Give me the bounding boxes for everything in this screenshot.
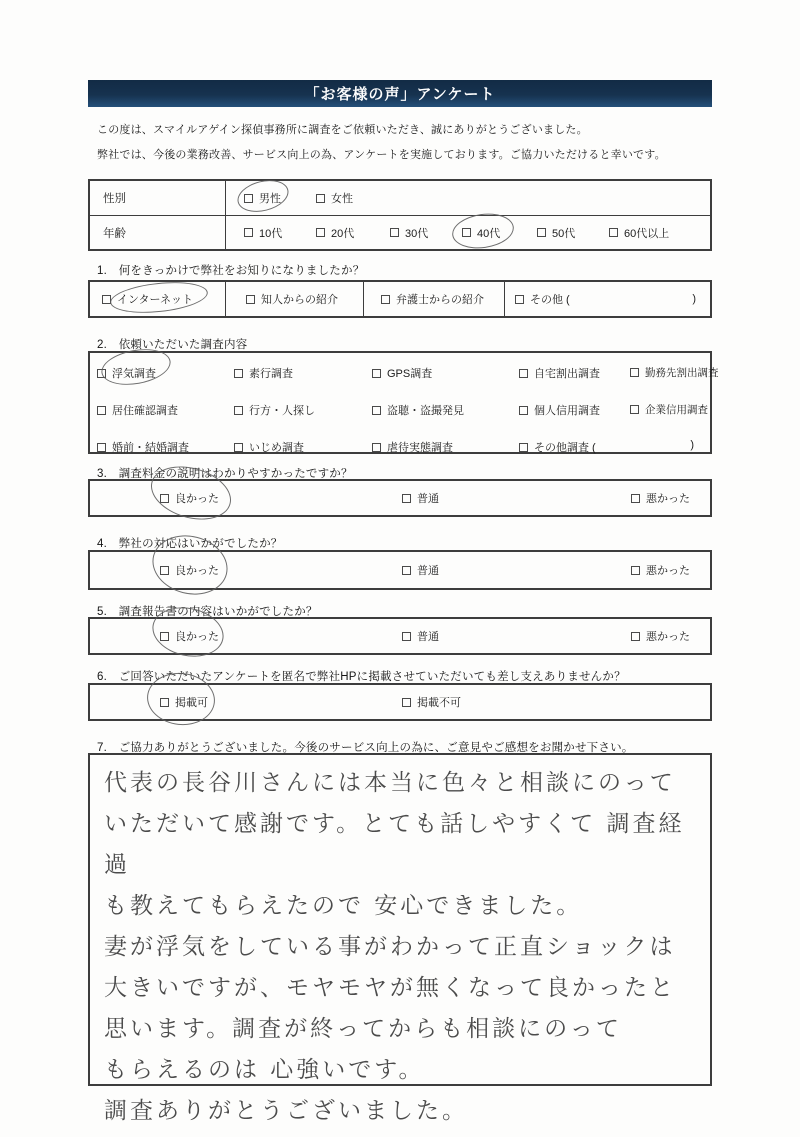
question-2-table [88,351,719,454]
checkbox[interactable] [390,228,399,237]
other-close-paren: ) [690,439,694,451]
option-other-investigation [519,439,596,455]
comment-line: 大きいですが、モヤモヤが無くなって良かったと [104,975,676,1001]
option-label: 居住確認調査 [112,405,178,417]
checkbox[interactable] [246,295,255,304]
option-label: 個人信用調査 [534,405,600,417]
checkbox[interactable] [372,369,381,378]
checkbox[interactable] [372,406,381,415]
option-label: 10代 [259,227,283,240]
option-label: 20代 [331,227,355,240]
checkbox[interactable] [97,369,106,378]
option-label: 悪かった [646,631,690,643]
checkbox[interactable] [244,194,253,203]
option-age-40s [462,225,500,241]
option-label: 企業信用調査 [645,404,708,416]
option-good [160,562,219,578]
checkbox[interactable] [402,566,411,575]
option-label: 婚前・結婚調査 [112,442,189,454]
checkbox[interactable] [631,494,640,503]
handwritten-comment [104,763,700,1132]
option-female [316,190,353,206]
comment-line: もらえるのは 心強いです。 [104,1057,425,1083]
option-home-locate-investigation [519,365,600,381]
comment-line: 調査ありがとうございました。 [104,1098,468,1124]
checkbox[interactable] [234,369,243,378]
option-missing-person-search [234,402,315,418]
checkbox[interactable] [97,443,106,452]
comment-line: 代表の長谷川さんには本当に色々と相談にのって [104,770,676,796]
option-corporate-credit-investigation [630,402,708,417]
intro-line-2: 弊社では、今後の業務改善、サービス向上の為、アンケートを実施しております。ご協力いただけると幸いです。 [97,149,666,161]
question-1-label: 1. 何をきっかけで弊社をお知りになりましたか？ [97,265,365,277]
option-other [515,291,570,307]
option-bad [631,628,690,644]
question-7-label: 7. ご協力ありがとうございました。今後のサービス向上の為に、ご意見やご感想をお聞かせ下さい。 [97,742,634,754]
question-5-box [88,617,712,655]
option-internet [102,291,193,307]
option-premarital-investigation [97,439,189,455]
option-label: 浮気調査 [112,368,156,380]
question-3-label: 3. 調査料金の説明はわかりやすかったですか？ [97,468,353,480]
option-label: 勤務先割出調査 [645,367,719,379]
checkbox[interactable] [316,228,325,237]
option-personal-credit-investigation [519,402,600,418]
option-label: 素行調査 [249,368,293,380]
option-bullying-investigation [234,439,304,455]
age-label: 年齢 [103,227,126,240]
option-gps-investigation [372,365,432,381]
question-5-label: 5. 調査報告書の内容はいかがでしたか？ [97,606,318,618]
checkbox[interactable] [316,194,325,203]
checkbox[interactable] [97,406,106,415]
option-publish-ok [160,694,208,710]
checkbox[interactable] [160,632,169,641]
question-2-label: 2. 依頼いただいた調査内容 [97,339,248,351]
option-abuse-investigation [372,439,453,455]
option-label: いじめ調査 [249,442,304,454]
age-options-cell [225,216,710,249]
option-label: 30代 [405,227,429,240]
question-6-box [88,683,712,721]
option-label: 普通 [417,631,439,643]
option-infidelity-investigation [97,365,156,381]
option-bad [631,562,690,578]
gender-options-cell [225,181,710,215]
option-residence-confirmation [97,402,178,418]
q1-cell-other [504,282,710,316]
option-male [244,190,281,206]
option-label: 普通 [417,493,439,505]
checkbox[interactable] [462,228,471,237]
option-normal [402,490,439,506]
checkbox[interactable] [160,698,169,707]
other-close-paren: ) [692,293,696,305]
option-label: 悪かった [646,493,690,505]
option-label: その他 ( [530,294,570,306]
option-label: 良かった [175,565,219,577]
option-label: 自宅割出調査 [534,368,600,380]
question-1-table [88,280,712,318]
checkbox[interactable] [160,566,169,575]
comment-line: 妻が浮気をしている事がわかって正直ショックは [104,934,676,960]
q1-cell-internet [90,282,225,316]
checkbox[interactable] [630,405,639,414]
option-label: 普通 [417,565,439,577]
checkbox[interactable] [519,443,528,452]
age-row [90,215,710,249]
option-label: 盗聴・盗撮発見 [387,405,464,417]
gender-label: 性別 [103,193,126,205]
question-3-box [88,479,712,517]
option-age-30s [390,225,428,241]
option-label: 知人からの紹介 [261,294,338,306]
checkbox[interactable] [537,228,546,237]
checkbox[interactable] [609,228,618,237]
option-referral-friend [246,291,338,307]
option-label: その他調査 ( [534,442,596,454]
option-label: 虐待実態調査 [387,442,453,454]
option-bad [631,490,690,506]
comment-line: いただいて感謝です。とても話しやすくて 調査経過 [104,811,685,878]
survey-title: 「お客様の声」アンケート [304,86,496,103]
option-label: 良かった [175,631,219,643]
option-label: 掲載不可 [417,697,461,709]
comment-line: も教えてもらえたので 安心できました。 [104,893,583,919]
comment-box [88,753,712,1124]
option-age-10s [244,225,282,241]
option-label: 50代 [552,227,576,240]
gender-row [90,181,710,215]
option-label: 女性 [331,193,353,205]
checkbox[interactable] [381,295,390,304]
option-workplace-locate-investigation [630,365,719,380]
option-label: 悪かった [646,565,690,577]
checkbox[interactable] [234,406,243,415]
option-referral-lawyer [381,291,484,307]
checkbox[interactable] [160,494,169,503]
profile-table [88,179,712,251]
q1-cell-referral-lawyer [363,282,504,316]
checkbox[interactable] [519,406,528,415]
option-label: 良かった [175,493,219,505]
checkbox[interactable] [631,632,640,641]
q1-cell-referral-friend [225,282,363,316]
comment-line: 思います。調査が終ってからも相談にのって [104,1016,622,1042]
checkbox[interactable] [631,566,640,575]
survey-title-bar [88,80,712,107]
option-age-20s [316,225,354,241]
option-label: 60代以上 [624,227,670,240]
option-label: 40代 [477,227,501,240]
checkbox[interactable] [630,368,639,377]
checkbox[interactable] [402,698,411,707]
option-good [160,628,219,644]
checkbox[interactable] [515,295,524,304]
option-normal [402,562,439,578]
option-age-50s [537,225,575,241]
question-6-label: 6. ご回答いただいたアンケートを匿名で弊社HPに掲載させていただいても差し支えありませんか？ [97,671,626,683]
checkbox[interactable] [102,295,111,304]
checkbox[interactable] [402,494,411,503]
option-label: GPS調査 [387,368,433,380]
option-label: インターネット [117,294,194,306]
question-4-label: 4. 弊社の対応はいかがでしたか？ [97,538,283,550]
checkbox[interactable] [372,443,381,452]
checkbox[interactable] [519,369,528,378]
option-publish-not-ok [402,694,461,710]
option-label: 掲載可 [175,697,208,709]
checkbox[interactable] [234,443,243,452]
question-4-box [88,550,712,590]
option-label: 男性 [259,193,281,205]
checkbox[interactable] [402,632,411,641]
option-normal [402,628,439,644]
option-bug-detection [372,402,464,418]
option-label: 行方・人探し [249,405,315,417]
option-age-60s-plus [609,225,669,241]
option-conduct-investigation [234,365,293,381]
intro-line-1: この度は、スマイルアゲイン探偵事務所に調査をご依頼いただき、誠にありがとうございました。 [97,124,588,136]
checkbox[interactable] [244,228,253,237]
option-label: 弁護士からの紹介 [396,294,484,306]
option-good [160,490,219,506]
